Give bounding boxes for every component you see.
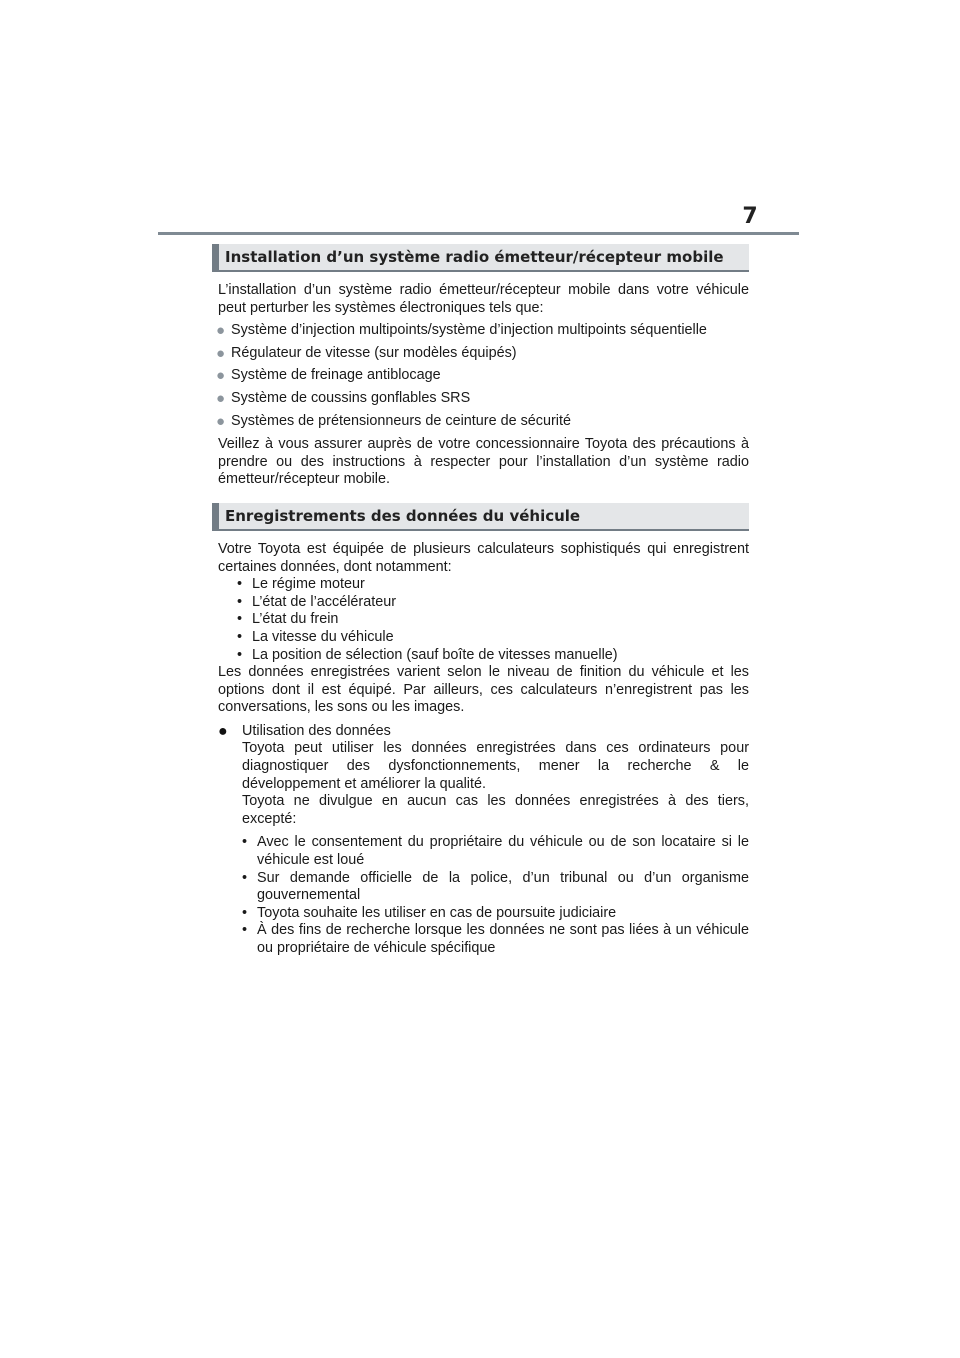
grey-circle-bullet-icon: ●	[216, 389, 226, 407]
radio-outro: Veillez à vous assurer auprès de votre concessionnaire Toyota des précautions à prendre ou des instructions à respecter pour l’installation d’un système radio émetteur/récepteur mobile.	[218, 436, 749, 488]
section-header-radio: Installation d’un système radio émetteur/récepteur mobile	[212, 244, 749, 272]
grey-circle-bullet-icon: ●	[216, 412, 226, 430]
data-after: Les données enregistrées varient selon le niveau de finition du véhicule et les options dont il est équipé. Par ailleurs, ces calculateurs n’enregistrent pas les conversations, les sons ou les images.	[218, 664, 749, 716]
grey-circle-bullet-icon: ●	[216, 367, 226, 385]
list-item: • L’état du frein	[237, 611, 339, 628]
list-item: • Toyota souhaite les utiliser en cas de poursuite judiciaire	[242, 904, 617, 921]
section-header-data: Enregistrements des données du véhicule	[212, 503, 749, 531]
list-item: • La vitesse du véhicule	[237, 628, 394, 645]
list-item: • Le régime moteur	[237, 576, 365, 593]
grey-circle-bullet-icon: ●	[216, 344, 226, 362]
usage-para-2: Toyota ne divulgue en aucun cas les données enregistrées à des tiers, excepté:	[242, 793, 749, 827]
list-item-text: Régulateur de vitesse (sur modèles équipés)	[231, 344, 517, 361]
list-item	[212, 413, 749, 431]
list-item-text: Système de coussins gonflables SRS	[231, 389, 471, 406]
usage-heading: ● Utilisation des données	[218, 722, 391, 740]
recorded-data-list	[212, 576, 749, 664]
usage-para-1: Toyota peut utiliser les données enregistrées dans ces ordinateurs pour diagnostiquer des dysfonctionnements, mener la recherche & le développement et améliorer la qualité.	[242, 740, 749, 792]
list-item-text: Systèmes de prétensionneurs de ceinture de sécurité	[231, 412, 571, 429]
list-item	[212, 367, 749, 385]
list-item	[212, 322, 749, 340]
list-item: • À des fins de recherche lorsque les données ne sont pas liées à un véhicule ou propriétaire de véhicule spécifique	[242, 922, 749, 956]
page-number: 7	[742, 204, 758, 229]
radio-intro: L’installation d’un système radio émetteur/récepteur mobile dans votre véhicule peut perturber les systèmes électroniques tels que:	[218, 282, 749, 316]
black-circle-bullet-icon: ●	[218, 722, 228, 740]
disclosure-list	[212, 834, 749, 957]
list-item	[212, 390, 749, 408]
list-item: • Avec le consentement du propriétaire du véhicule ou de son locataire si le véhicule est loué	[242, 834, 749, 869]
grey-circle-bullet-icon: ●	[216, 322, 226, 340]
page-content	[212, 244, 749, 958]
list-item	[212, 345, 749, 363]
top-rule	[158, 232, 799, 235]
list-item-text: Système de freinage antiblocage	[231, 367, 441, 384]
list-item: • Sur demande officielle de la police, d’un tribunal ou d’un organisme gouvernemental	[242, 869, 749, 904]
list-item: • L’état de l’accélérateur	[237, 593, 396, 610]
data-intro: Votre Toyota est équipée de plusieurs calculateurs sophistiqués qui enregistrent certaines données, dont notamment:	[218, 540, 749, 575]
list-item: • La position de sélection (sauf boîte de vitesses manuelle)	[237, 646, 618, 663]
list-item-text: Système d’injection multipoints/système d’injection multipoints séquentielle	[231, 322, 707, 339]
